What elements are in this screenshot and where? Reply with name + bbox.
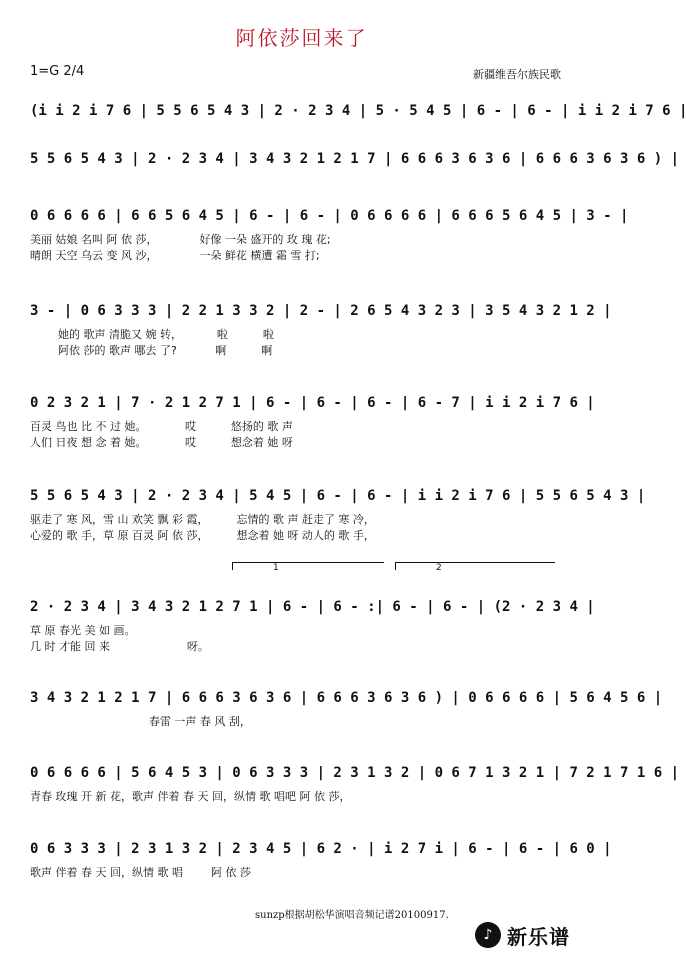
score-line-6 <box>30 485 646 547</box>
score-line-8 <box>30 687 663 733</box>
notation: 3 4 3 2 1 2 1 7 | 6 6 6 3 6 3 6 | 6 6 6 3 6 3 6 ) | 0 6 6 6 6 | 5 6 4 5 6 | <box>30 690 663 706</box>
score-line-1 <box>30 100 687 130</box>
score-line-5 <box>30 392 595 454</box>
song-origin: 新疆维吾尔族民歌 <box>473 68 561 81</box>
score-line-2 <box>30 148 680 178</box>
score-line-3 <box>30 205 629 267</box>
volta-second-label: 2 <box>436 563 442 573</box>
song-title: 阿依莎回来了 <box>235 26 368 50</box>
lyric-verse-1: 春雷 一声 春 风 刮， <box>30 715 251 728</box>
score-line-7 <box>30 596 595 658</box>
notation: (i i 2 i 7 6 | 5 5 6 5 4 3 | 2 · 2 3 4 | 5 · 5 4 5 | 6 - | 6 - | i i 2 i 7 6 | <box>30 103 687 119</box>
notation: 0 6 6 6 6 | 5 6 4 5 3 | 0 6 3 3 3 | 2 3 1 3 2 | 0 6 7 1 3 2 1 | 7 2 1 7 1 6 | <box>30 765 680 781</box>
lyric-verse-2: 阿依 莎的 歌声 哪去 了? 啊 啊 <box>30 344 273 357</box>
notation: 2 · 2 3 4 | 3 4 3 2 1 2 7 1 | 6 - | 6 - :| 6 - | 6 - | (2 · 2 3 4 | <box>30 599 595 615</box>
score-line-4 <box>30 300 612 362</box>
score-line-10 <box>30 838 612 884</box>
notation: 0 6 6 6 6 | 6 6 5 6 4 5 | 6 - | 6 - | 0 6 6 6 6 | 6 6 6 5 6 4 5 | 3 - | <box>30 208 629 224</box>
notation: 3 - | 0 6 3 3 3 | 2 2 1 3 3 2 | 2 - | 2 6 5 4 3 2 3 | 3 5 4 3 2 1 2 | <box>30 303 612 319</box>
key-signature: 1=G 2/4 <box>30 64 85 79</box>
notation: 0 6 3 3 3 | 2 3 1 3 2 | 2 3 4 5 | 6 2 · | i 2 7 i | 6 - | 6 - | 6 0 | <box>30 841 612 857</box>
volta-second-ending <box>395 562 555 573</box>
lyric-verse-1: 美丽 姑娘 名叫 阿 依 莎， 好像 一朵 盛开的 玫 瑰 花; <box>30 233 331 246</box>
lyric-verse-1: 她的 歌声 清脆又 婉 转， 啦 啦 <box>30 328 274 341</box>
music-note-icon: ♪ <box>475 922 501 948</box>
lyric-verse-1: 青春 玫瑰 开 新 花，歌声 伴着 春 天 回，纵情 歌 唱吧 阿 依 莎， <box>30 790 351 803</box>
lyric-verse-2: 几 时 才能 回 来 呀。 <box>30 640 209 653</box>
lyric-verse-1: 驱走了 寒 风，雪 山 欢笑 飘 彩 霞， 忘情的 歌 声 赶走了 寒 冷， <box>30 513 375 526</box>
transcription-credit: sunzp根据胡松华演唱音频记谱20100917. <box>255 910 449 921</box>
lyric-verse-2: 人们 日夜 想 念 着 她。 哎 想念着 她 呀 <box>30 436 293 449</box>
notation: 5 5 6 5 4 3 | 2 · 2 3 4 | 5 4 5 | 6 - | 6 - | i i 2 i 7 6 | 5 5 6 5 4 3 | <box>30 488 646 504</box>
notation: 0 2 3 2 1 | 7 · 2 1 2 7 1 | 6 - | 6 - | 6 - | 6 - 7 | i i 2 i 7 6 | <box>30 395 595 411</box>
notation: 5 5 6 5 4 3 | 2 · 2 3 4 | 3 4 3 2 1 2 1 7 | 6 6 6 3 6 3 6 | 6 6 6 3 6 3 6 ) | <box>30 151 680 167</box>
lyric-verse-1: 歌声 伴着 春 天 回，纵情 歌 唱 阿 依 莎 <box>30 866 251 879</box>
score-line-9 <box>30 762 680 808</box>
logo-text: 新乐谱 <box>507 924 570 949</box>
lyric-verse-1: 草 原 春光 美 如 画。 <box>30 624 136 637</box>
lyric-verse-1: 百灵 鸟也 比 不 过 她。 哎 悠扬的 歌 声 <box>30 420 293 433</box>
lyric-verse-2: 心爱的 歌 手，草 原 百灵 阿 依 莎， 想念着 她 呀 动人的 歌 手， <box>30 529 375 542</box>
volta-first-label: 1 <box>273 563 279 573</box>
lyric-verse-2: 晴朗 天空 乌云 变 风 沙， 一朵 鲜花 横遭 霜 雪 打; <box>30 249 320 262</box>
volta-first-ending <box>232 562 384 573</box>
site-logo <box>475 920 595 950</box>
